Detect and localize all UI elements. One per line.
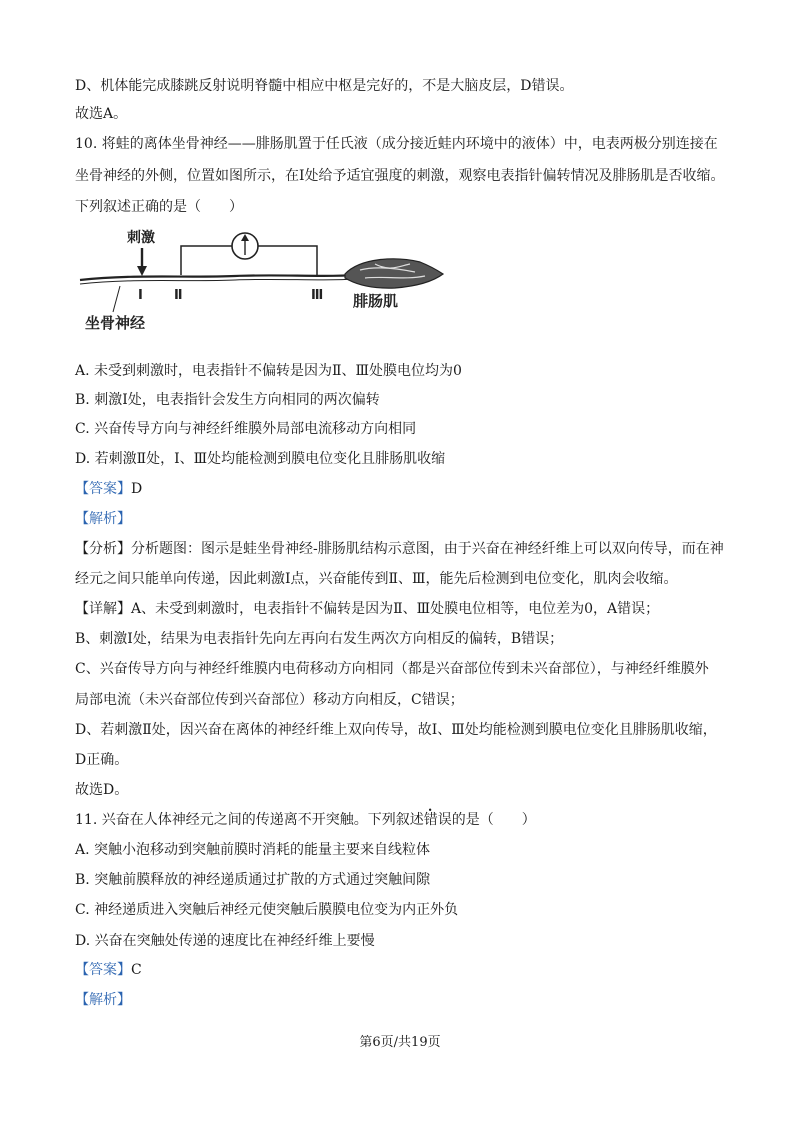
q11-text: 11. 兴奋在人体神经元之间的传递离不开突触。下列叙述	[75, 812, 424, 828]
detail-line: B、刺激Ⅰ处，结果为电表指针先向左再向右发生两次方向相反的偏转，B错误；	[75, 631, 564, 647]
analysis-tag: 【解析】	[75, 511, 131, 527]
detail-line: C、兴奋传导方向与神经纤维膜内电荷移动方向相同（都是兴奋部位传到未兴奋部位），与神经纤维膜外	[75, 661, 709, 677]
analysis-text: 分析题图：图示是蛙坐骨神经-腓肠肌结构示意图，由于兴奋在神经纤维上可以双向传导，而在神	[131, 541, 724, 557]
detail-line: 局部电流（未兴奋部位传到兴奋部位）移动方向相反，C错误；	[75, 692, 464, 708]
q11-option-a: A. 突触小泡移动到突触前膜时消耗的能量主要来自线粒体	[75, 842, 431, 858]
q11-option-d: D. 兴奋在突触处传递的速度比在神经纤维上要慢	[75, 933, 375, 949]
answer-11	[75, 960, 142, 980]
fenxi-tag: 【分析】	[75, 541, 131, 557]
label-point-1: Ⅰ	[138, 288, 143, 303]
option-a: A. 未受到刺激时，电表指针不偏转是因为Ⅱ、Ⅲ处膜电位均为0	[75, 363, 462, 379]
option-c: C. 兴奋传导方向与神经纤维膜外局部电流移动方向相同	[75, 421, 417, 437]
q11-emphasis: 错误	[423, 812, 452, 828]
analysis-tag: 【解析】	[75, 992, 131, 1008]
label-point-3: Ⅲ	[311, 288, 324, 303]
detail-line: 故选D。	[75, 782, 129, 798]
answer-tag: 【答案】	[75, 962, 131, 978]
q11-option-b: B. 突触前膜释放的神经递质通过扩散的方式通过突触间隙	[75, 872, 431, 888]
sciatic-nerve	[80, 273, 375, 280]
question-10-stem: 坐骨神经的外侧，位置如图所示，在Ⅰ处给予适宜强度的刺激，观察电表指针偏转情况及腓肠肌是否收缩。	[75, 168, 725, 184]
gastrocnemius-muscle	[345, 259, 443, 288]
option-d: D. 若刺激Ⅱ处，Ⅰ、Ⅲ处均能检测到膜电位变化且腓肠肌收缩	[75, 451, 446, 467]
text-line: 故选A。	[75, 106, 128, 122]
text-line: D、机体能完成膝跳反射说明脊髓中相应中枢是完好的，不是大脑皮层，D错误。	[75, 78, 574, 94]
analysis-line: 经元之间只能单向传递，因此刺激Ⅰ点，兴奋能传到Ⅱ、Ⅲ，能先后检测到电位变化，肌肉会收缩。	[75, 571, 678, 587]
answer-tag: 【答案】	[75, 481, 131, 497]
detail-line: D、若刺激Ⅱ处，因兴奋在离体的神经纤维上双向传导，故Ⅰ、Ⅲ处均能检测到膜电位变化且腓肠肌收缩，	[75, 722, 717, 738]
page-footer: 第6页/共19页	[359, 1035, 441, 1050]
q11-text: 的是（ ）	[451, 812, 536, 828]
label-nerve: 坐骨神经	[85, 314, 146, 332]
label-muscle: 腓肠肌	[353, 292, 399, 310]
label-stimulus: 刺激	[127, 230, 155, 246]
detail-line	[75, 599, 659, 619]
question-10-stem: 下列叙述正确的是（ ）	[75, 199, 243, 215]
detail-text: A、未受到刺激时，电表指针不偏转是因为Ⅱ、Ⅲ处膜电位相等，电位差为0，A错误；	[131, 601, 660, 617]
q11-option-c: C. 神经递质进入突触后神经元使突触后膜膜电位变为内正外负	[75, 902, 459, 918]
answer-value: D	[131, 481, 143, 497]
nerve-muscle-figure	[75, 228, 445, 334]
question-10-stem: 10. 将蛙的离体坐骨神经——腓肠肌置于任氏液（成分接近蛙内环境中的液体）中，电表两极分别连接在	[75, 136, 718, 152]
analysis-line	[75, 539, 724, 559]
answer-10	[75, 479, 142, 499]
detail-line: D正确。	[75, 752, 129, 768]
xiangjie-tag: 【详解】	[75, 601, 131, 617]
option-b: B. 刺激Ⅰ处，电表指针会发生方向相同的两次偏转	[75, 392, 380, 408]
answer-value: C	[131, 962, 142, 978]
question-11-stem	[75, 810, 536, 830]
label-point-2: Ⅱ	[174, 288, 183, 303]
